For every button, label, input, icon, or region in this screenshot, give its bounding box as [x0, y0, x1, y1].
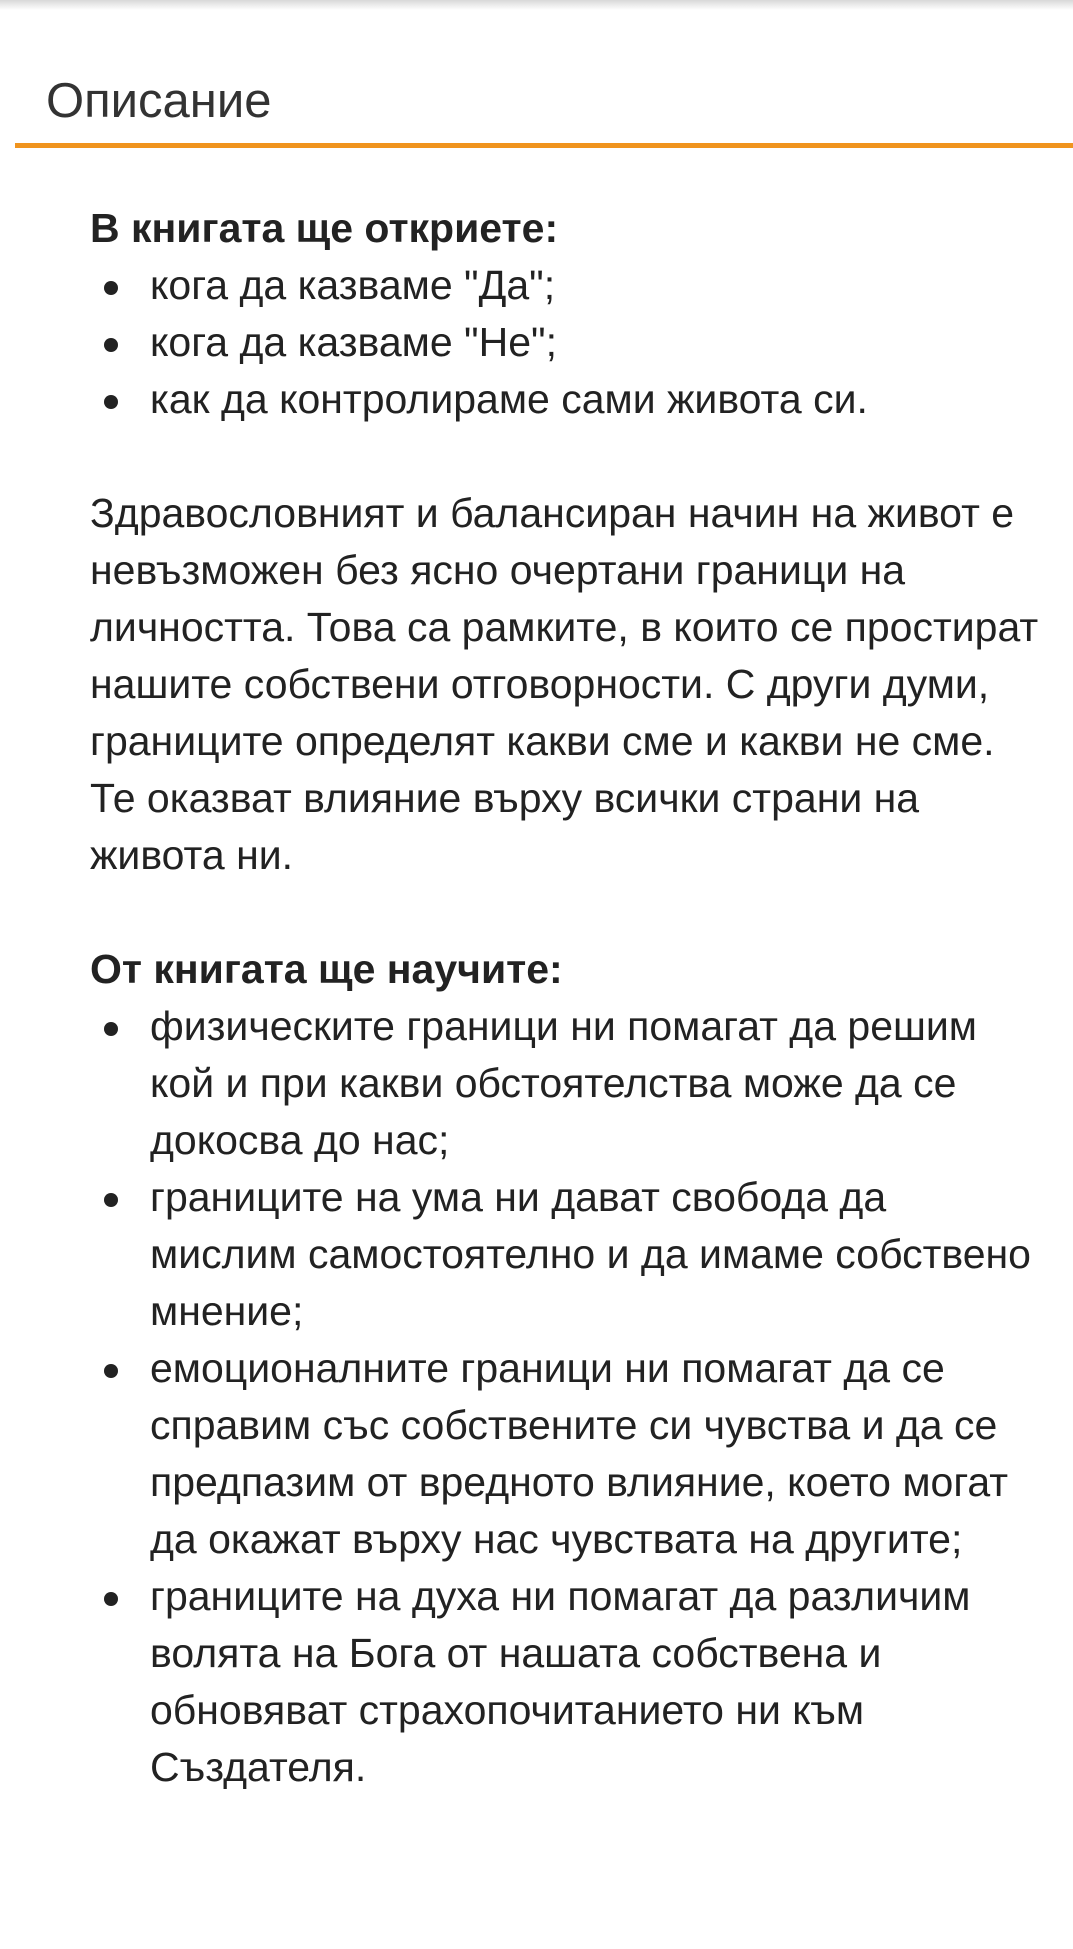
intro-list — [90, 257, 1040, 428]
bullet-icon — [104, 1364, 118, 1378]
list-item-text: кога да казваме "Не"; — [150, 319, 557, 365]
bullet-icon — [104, 1193, 118, 1207]
list-item-text: границите на ума ни дават свобода да мислим самостоятелно и да имаме собствено мнение; — [150, 1174, 1031, 1334]
list-item — [90, 314, 1040, 371]
bullet-icon — [104, 338, 118, 352]
bullet-icon — [104, 1592, 118, 1606]
list-item-text: емоционалните граници ни помагат да се справим със собствените си чувства и да се предпазим от вредното влияние, което могат да окажат върху нас чувствата на другите; — [150, 1345, 1009, 1562]
description-paragraph: Здравословният и балансиран начин на живот е невъзможен без ясно очертани граници на личността. Това са рамките, в които се простират нашите собствени отговорности. С други думи, границите определят какви сме и какви не сме. Те оказват влияние върху всички страни на живота ни. — [90, 490, 1039, 878]
list-item — [90, 257, 1040, 314]
intro-heading: В книгата ще откриете: — [90, 205, 559, 251]
spacer — [90, 884, 1040, 941]
list-item — [90, 1169, 1040, 1340]
list-item-text: физическите граници ни помагат да решим кой и при какви обстоятелства може да се докосва до нас; — [150, 1003, 977, 1163]
description-content — [90, 200, 1040, 1796]
description-section-header — [15, 68, 1073, 148]
list-item-text: кога да казваме "Да"; — [150, 262, 556, 308]
section-title: Описание — [46, 74, 272, 128]
learn-heading: От книгата ще научите: — [90, 946, 563, 992]
bullet-icon — [104, 395, 118, 409]
list-item — [90, 371, 1040, 428]
bullet-icon — [104, 281, 118, 295]
list-item — [90, 998, 1040, 1169]
spacer — [90, 428, 1040, 485]
learn-list — [90, 998, 1040, 1796]
list-item-text: как да контролираме сами живота си. — [150, 376, 868, 422]
top-shadow — [0, 0, 1073, 10]
bullet-icon — [104, 1022, 118, 1036]
list-item-text: границите на духа ни помагат да различим волята на Бога от нашата собствена и обновяват страхопочитанието ни към Създателя. — [150, 1573, 971, 1790]
list-item — [90, 1568, 1040, 1796]
list-item — [90, 1340, 1040, 1568]
